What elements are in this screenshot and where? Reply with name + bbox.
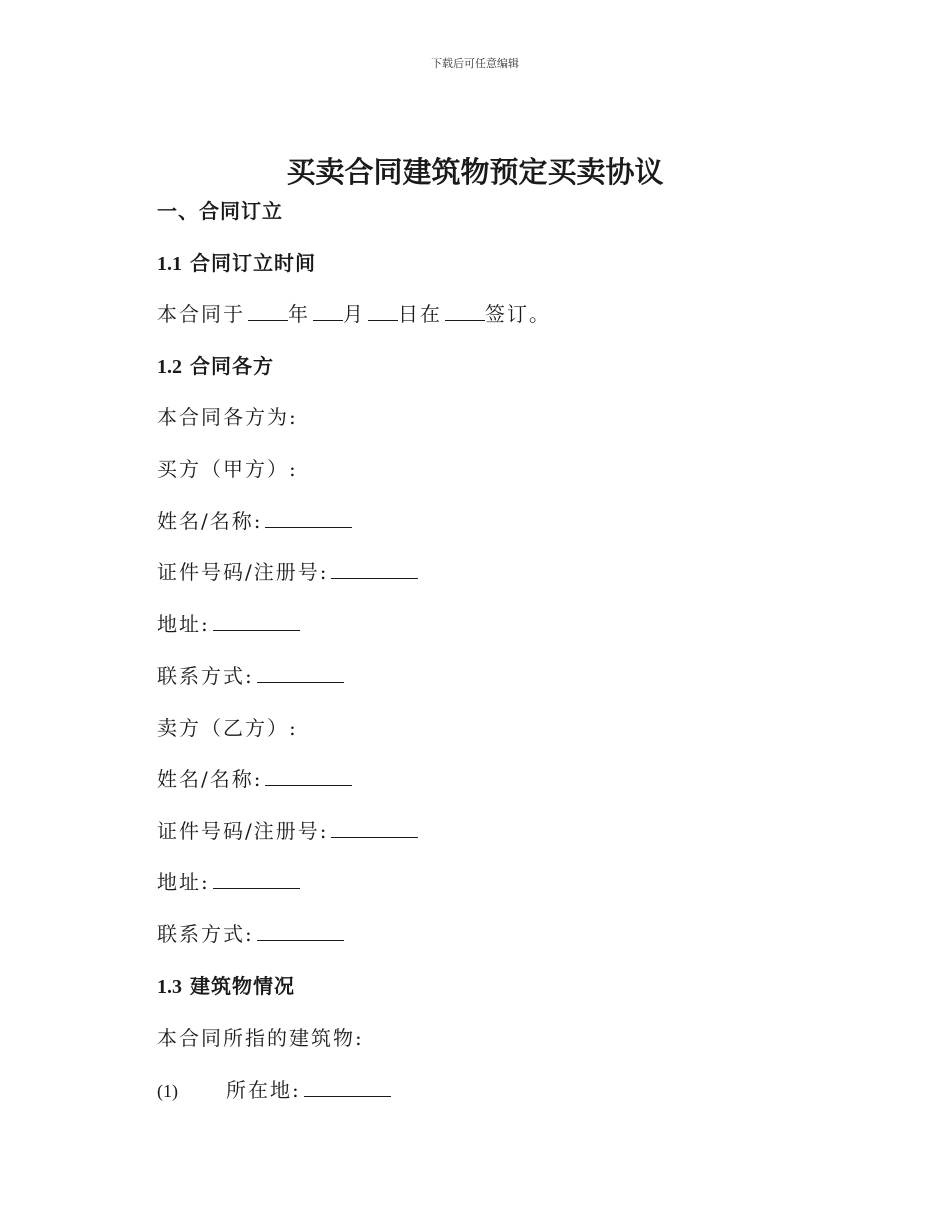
subsection-number: 1.2 [157,356,182,378]
buyer-name-blank[interactable] [265,507,352,528]
seller-address-label: 地址: [157,870,210,894]
item-index: (1) [157,1081,178,1101]
seller-address-blank[interactable] [213,868,300,889]
place-blank[interactable] [445,300,485,321]
seller-id-label: 证件号码/注册号: [157,819,329,843]
seller-address-line [157,868,300,896]
seller-name-label: 姓名/名称: [157,767,263,791]
signing-text-c: 月 [343,302,365,326]
seller-id-blank[interactable] [331,817,418,838]
section-heading-1 [157,197,283,225]
buyer-address-blank[interactable] [213,610,300,631]
buyer-contact-label: 联系方式: [157,664,254,688]
seller-contact-blank[interactable] [257,920,344,941]
month-blank[interactable] [313,300,343,321]
header-note: 下载后可任意编辑 [431,57,519,70]
buyer-contact-blank[interactable] [257,662,344,683]
seller-contact-line [157,920,344,948]
subsection-heading-1-3 [157,972,295,1001]
seller-contact-label: 联系方式: [157,922,254,946]
location-label: 所在地: [226,1078,301,1102]
buyer-id-line [157,558,418,586]
buyer-id-blank[interactable] [331,558,418,579]
buyer-address-line [157,610,300,638]
seller-title: 卖方（乙方）: [157,716,298,740]
building-intro: 本合同所指的建筑物: [157,1026,364,1050]
day-blank[interactable] [368,300,398,321]
buyer-id-label: 证件号码/注册号: [157,560,329,584]
buyer-name-label: 姓名/名称: [157,509,263,533]
subsection-heading-1-1 [157,249,316,278]
parties-intro: 本合同各方为: [157,405,298,429]
location-blank[interactable] [304,1076,391,1097]
year-blank[interactable] [248,300,288,321]
building-location-line [157,1076,391,1105]
signing-text-d: 日在 [398,302,442,326]
subsection-heading-1-2 [157,352,274,381]
subsection-title: 合同订立时间 [189,251,316,275]
seller-name-blank[interactable] [265,765,352,786]
signing-text-b: 年 [288,302,310,326]
subsection-number: 1.1 [157,253,182,275]
buyer-name-line [157,507,352,535]
seller-name-line [157,765,352,793]
document-title: 买卖合同建筑物预定买卖协议 [286,155,664,189]
section-heading-1-text: 一、合同订立 [157,199,283,223]
subsection-title: 建筑物情况 [189,974,295,998]
signing-text-e: 签订。 [485,302,551,326]
seller-id-line [157,817,418,845]
signing-date-line [157,300,551,328]
signing-text-a: 本合同于 [157,302,245,326]
buyer-contact-line [157,662,344,690]
subsection-title: 合同各方 [189,354,274,378]
subsection-number: 1.3 [157,976,182,998]
buyer-title: 买方（甲方）: [157,457,298,481]
buyer-address-label: 地址: [157,612,210,636]
